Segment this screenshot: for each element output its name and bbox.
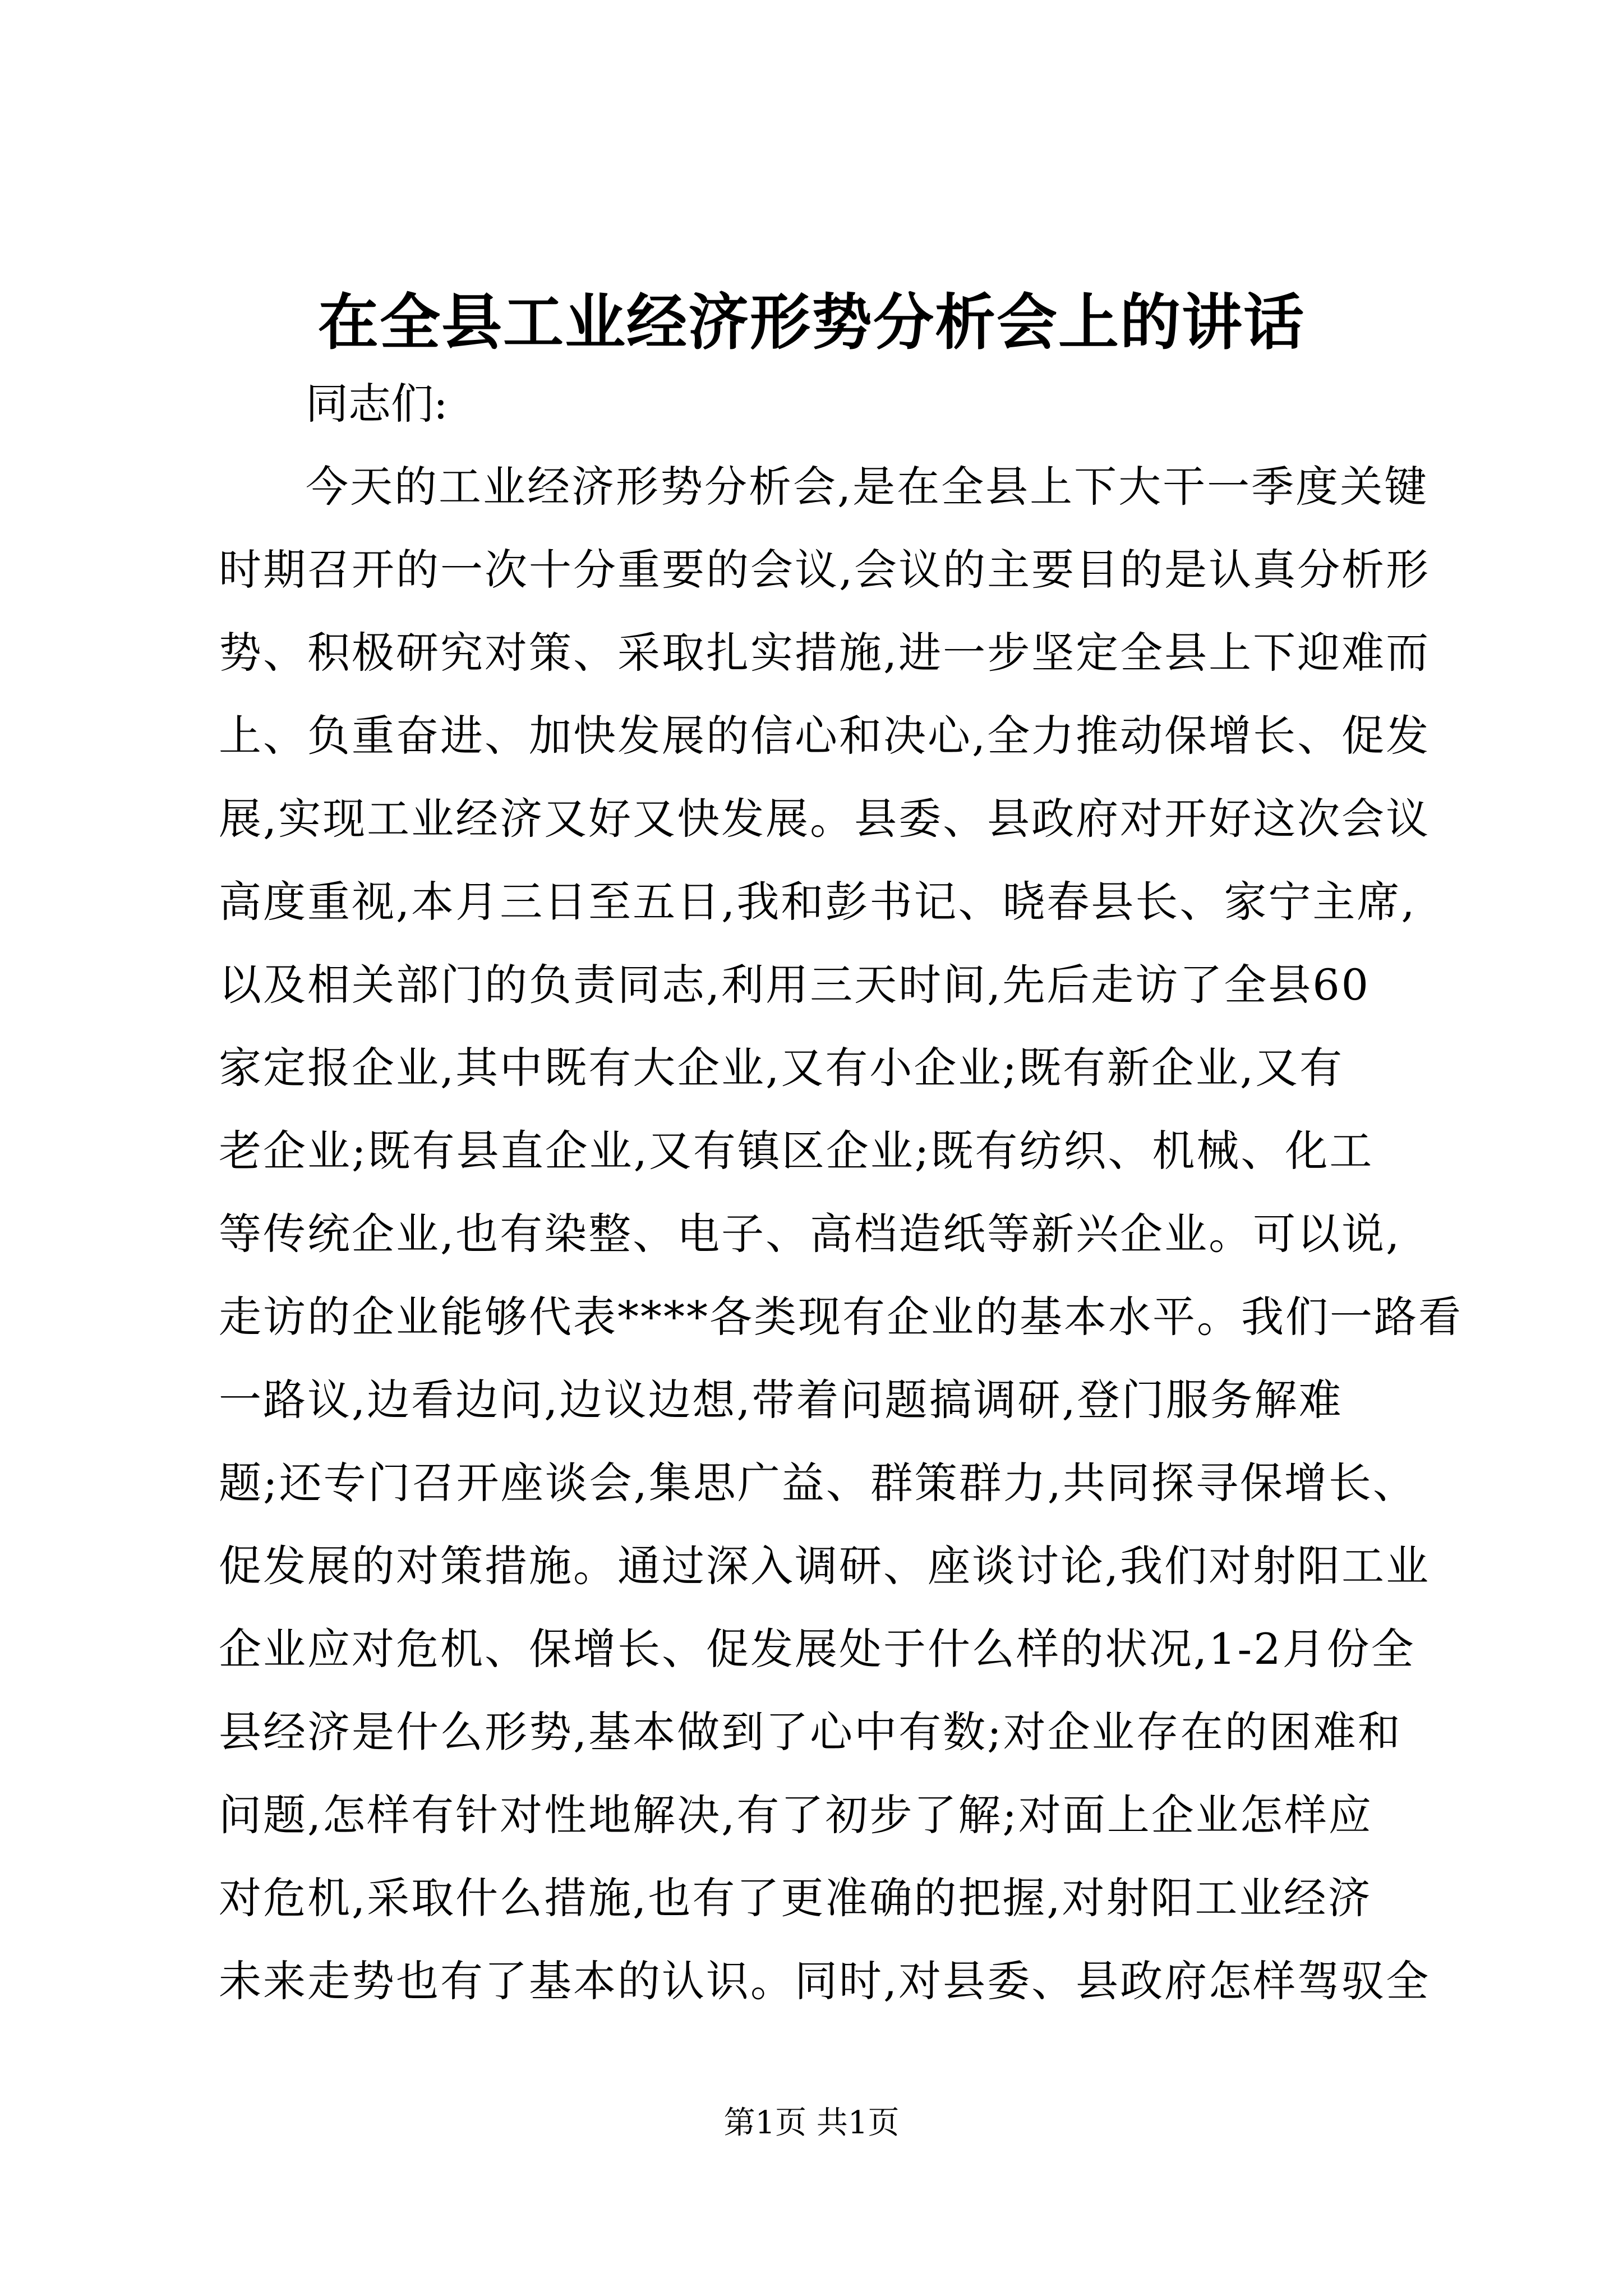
body-line: 时期召开的一次十分重要的会议,会议的主要目的是认真分析形 bbox=[219, 545, 1431, 595]
body-line: 展,实现工业经济又好又快发展。县委、县政府对开好这次会议 bbox=[219, 794, 1431, 844]
body-line: 走访的企业能够代表****各类现有企业的基本水平。我们一路看 bbox=[219, 1292, 1463, 1342]
body-line: 家定报企业,其中既有大企业,又有小企业;既有新企业,又有 bbox=[219, 1043, 1344, 1093]
body-line: 企业应对危机、保增长、促发展处于什么样的状况,1-2月份全 bbox=[219, 1624, 1415, 1674]
body-line: 势、积极研究对策、采取扎实措施,进一步坚定全县上下迎难而 bbox=[219, 628, 1431, 678]
body-line: 以及相关部门的负责同志,利用三天时间,先后走访了全县60 bbox=[219, 960, 1371, 1010]
body-line: 未来走势也有了基本的认识。同时,对县委、县政府怎样驾驭全 bbox=[219, 1956, 1431, 2006]
body-line: 促发展的对策措施。通过深入调研、座谈讨论,我们对射阳工业 bbox=[219, 1541, 1431, 1591]
body-line: 一路议,边看边问,边议边想,带着问题搞调研,登门服务解难 bbox=[219, 1375, 1343, 1425]
salutation: 同志们: bbox=[306, 379, 448, 429]
body-line: 今天的工业经济形势分析会,是在全县上下大干一季度关键 bbox=[306, 462, 1429, 512]
page-number-footer: 第1页 共1页 bbox=[723, 2105, 900, 2141]
body-line: 上、负重奋进、加快发展的信心和决心,全力推动保增长、促发 bbox=[219, 711, 1431, 761]
body-line: 对危机,采取什么措施,也有了更准确的把握,对射阳工业经济 bbox=[219, 1873, 1372, 1923]
body-line: 老企业;既有县直企业,又有镇区企业;既有纺织、机械、化工 bbox=[219, 1126, 1374, 1176]
document-title: 在全县工业经济形势分析会上的讲话 bbox=[317, 287, 1305, 358]
body-line: 题;还专门召开座谈会,集思广益、群策群力,共同探寻保增长、 bbox=[219, 1458, 1417, 1508]
body-line: 县经济是什么形势,基本做到了心中有数;对企业存在的困难和 bbox=[219, 1707, 1402, 1757]
body-line: 问题,怎样有针对性地解决,有了初步了解;对面上企业怎样应 bbox=[219, 1790, 1373, 1840]
body-line: 高度重视,本月三日至五日,我和彭书记、晓春县长、家宁主席, bbox=[219, 877, 1417, 927]
body-line: 等传统企业,也有染整、电子、高档造纸等新兴企业。可以说, bbox=[219, 1209, 1401, 1259]
